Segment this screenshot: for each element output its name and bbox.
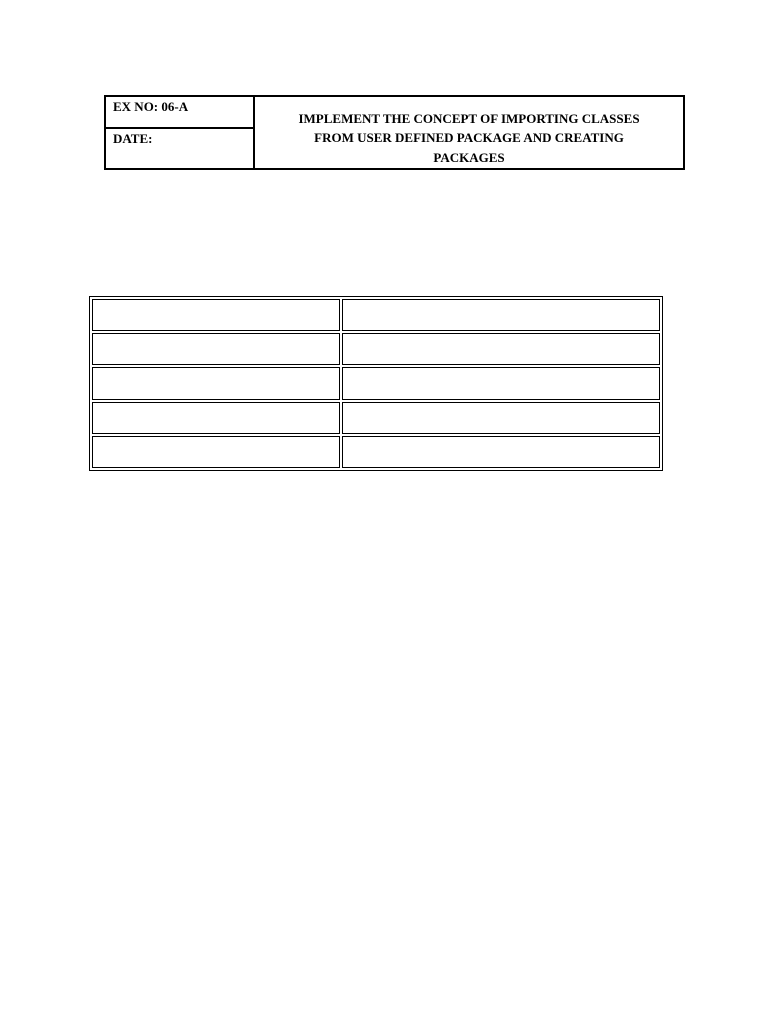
title-line-2: FROM USER DEFINED PACKAGE AND CREATING — [314, 130, 624, 145]
table-cell — [342, 299, 660, 331]
table-cell — [92, 333, 340, 365]
table-cell — [342, 333, 660, 365]
table-cell — [92, 299, 340, 331]
table-cell — [342, 436, 660, 468]
table-cell — [92, 367, 340, 399]
table-cell — [342, 367, 660, 399]
title-line-3: PACKAGES — [433, 149, 505, 165]
title-line-1: IMPLEMENT THE CONCEPT OF IMPORTING CLASSES — [298, 110, 640, 126]
header-left-column — [106, 97, 255, 168]
table-cell — [342, 402, 660, 434]
experiment-header-table — [104, 95, 685, 170]
experiment-title — [255, 97, 683, 168]
table-cell — [92, 436, 340, 468]
date-label: DATE: — [113, 131, 153, 146]
table-cell — [92, 402, 340, 434]
blank-info-table — [89, 296, 663, 471]
experiment-number: EX NO: 06-A — [106, 97, 253, 129]
